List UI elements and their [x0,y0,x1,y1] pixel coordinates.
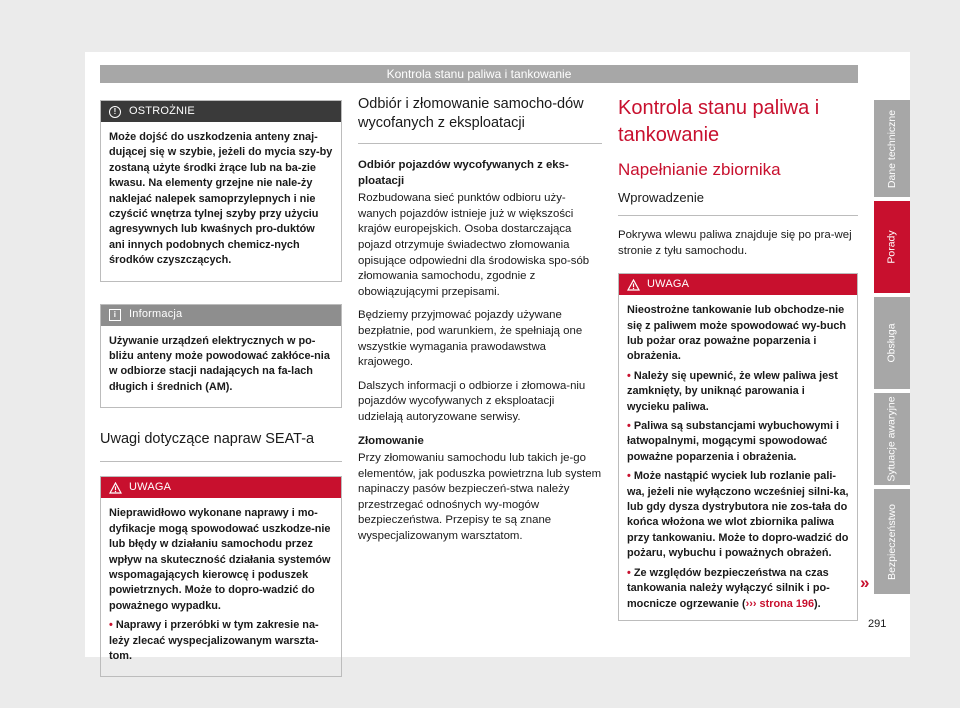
tab-obsluga[interactable] [874,297,910,389]
column-left [100,100,342,699]
warning-bullet-text: Naprawy i przeróbki w tym zakresie na-leży zlecać wyspecjalizowanym warszta-tom. [109,619,319,662]
chapter-title: Kontrola stanu paliwa i tankowanie [618,97,820,146]
warning-bullet-text: Należy się upewnić, że wlew paliwa jest zamknięty, by uniknąć parowania i wycieku paliwa. [627,369,838,413]
page-number: 291 [868,618,887,630]
warning-text: Nieostrożne tankowanie lub obchodze-nie się z paliwem może spowodować wy-buch lub pożar oraz poważne poparzenia i obrażenia. [627,304,847,363]
tab-porady[interactable] [874,201,910,293]
chapter-header: Kontrola stanu paliwa i tankowanie [100,65,858,83]
warning-bullet-end: ). [814,597,821,610]
warning-body [101,498,341,676]
tab-label: Dane techniczne [886,109,898,188]
paragraph: Rozbudowana sieć punktów odbioru uży-wanych pojazdów istnieje już w większości krajów europejskich. Osoba dostarczająca pojazd otrzymuje świadectwo złomowania opisujące odpowiedni dla środowiska spo-sób złomowania samochodu, zgodnie z obowiązującymi przepisami. [358,192,590,298]
subheading-collection: Odbiór pojazdów wycofywanych z eks-ploatacji [358,159,569,187]
warning-bullet-text: Ze względów bezpieczeństwa na czas tankowania należy wyłączyć silnik i po-mocnicze ogrzewanie ( [627,566,830,610]
column-right [618,95,858,643]
tab-label: Sytuacje awaryjne [886,396,898,482]
warning-bullet-text: Paliwa są substancjami wybuchowymi i łatwopalnymi, mogącymi spowodować poważne poparzenia i obrażenia. [627,420,840,463]
warning-box-fuel [618,273,858,621]
tab-label: Porady [886,230,898,264]
warning-bullet [627,369,849,415]
warning-label: UWAGA [129,480,172,493]
warning-bullet [627,566,849,612]
intro-heading: Wprowadzenie [618,189,858,216]
paragraph: Dalszych informacji o odbiorze i złomowa-niu pojazdów wycofywanych z eksploatacji udzielają autoryzowane serwisy. [358,379,586,423]
caution-text: Może dojść do uszkodzenia anteny znaj-dującej się w szybie, jeżeli do mycia szy-by zostaną użyte środki żrące lub na ba-zie kwasu. Na elementy grzejne nie nale-ży naklejać nalepek samoprzylepnych i nie czyścić wnętrza tylnej szyby przy użyciu agresywnych lub kwaśnych pro-duktów ani innych podobnych chemicz-nych środków czyszczących. [109,131,333,267]
caution-box [100,100,342,282]
warning-bullet [627,469,849,561]
bullet-icon: • [627,470,631,483]
warning-label: UWAGA [647,277,690,290]
tab-bezpieczenstwo[interactable] [874,489,910,594]
section-subtitle: Napełnianie zbiornika [618,160,781,179]
warning-box-header [101,477,341,498]
info-body [101,326,341,408]
bullet-icon: • [627,566,631,579]
warning-bullet [627,419,849,465]
warning-body [619,295,857,620]
paragraph: Będziemy przyjmować pojazdy używane bezpłatnie, pod warunkiem, że spełniają one wszystkie wymagania prawodawstwa krajowego. [358,309,583,369]
warning-bullet [109,618,333,664]
warning-triangle-icon [109,482,121,494]
info-square-icon: i [109,309,121,321]
bullet-icon: • [627,420,631,433]
info-circle-icon: ! [109,106,121,118]
info-label: Informacja [129,308,183,321]
paragraph: Przy złomowaniu samochodu lub takich je-go elementów, jak poduszka powietrzna lub system napinaczy pasów bezpieczeń-stwa należy przestrzegać odnośnych wy-mogów bezpieczeństwa. Przepisy te są znane wyspecjalizowanym warsztatom. [358,452,602,543]
caution-body [101,122,341,281]
tab-label: Bezpieczeństwo [886,503,898,580]
column-middle [358,95,602,553]
warning-triangle-icon [627,279,639,291]
warning-text: Nieprawidłowo wykonane naprawy i mo-dyfikacje mogą spowodować uszkodze-nie lub błędy w działaniu samochodu przez wpływ na skuteczność działania systemów wspomagających kierowcę i poduszek powietrznych. Może to dopro-wadzić do poważnego wypadku. [109,507,331,612]
bullet-icon: • [627,369,631,382]
subheading-scrapping: Złomowanie [358,434,424,447]
section-title-repairs: Uwagi dotyczące napraw SEAT-a [100,430,342,462]
continue-marker-icon: » [860,573,870,592]
info-box-header [101,305,341,326]
caution-label: OSTROŻNIE [129,104,195,117]
info-box [100,304,342,409]
warning-box-repairs [100,476,342,677]
warning-box-header [619,274,857,295]
warning-bullet-text: Może nastąpić wyciek lub rozlanie pali-wa, jeżeli nie wyłączono wcześniej silni-ka, lub gdy dysza dystrybutora nie zos-tała do końca włożona we wlot zbiornika paliwa przy tankowaniu. Może to dopro-wadzić do pożaru, wybuchu i poważnych obrażeń. [627,470,849,560]
cross-reference-link[interactable]: strona 196 [759,597,815,610]
cross-reference-arrows[interactable]: ››› [745,597,757,610]
bullet-icon: • [109,619,113,632]
tab-label: Obsługa [886,323,899,363]
tab-dane-techniczne[interactable] [874,100,910,197]
section-title-scrapping: Odbiór i złomowanie samocho-dów wycofanych z eksploatacji [358,95,602,144]
side-tabs [874,100,910,598]
paragraph: Pokrywa wlewu paliwa znajduje się po pra-wej stronie z tyłu samochodu. [618,229,852,257]
info-text: Używanie urządzeń elektrycznych w po-bliżu anteny może powodować zakłóce-nia w odbiorze stacji nadających na fa-lach długich i średnich (AM). [109,334,330,393]
caution-box-header [101,101,341,122]
tab-sytuacje-awaryjne[interactable] [874,393,910,485]
